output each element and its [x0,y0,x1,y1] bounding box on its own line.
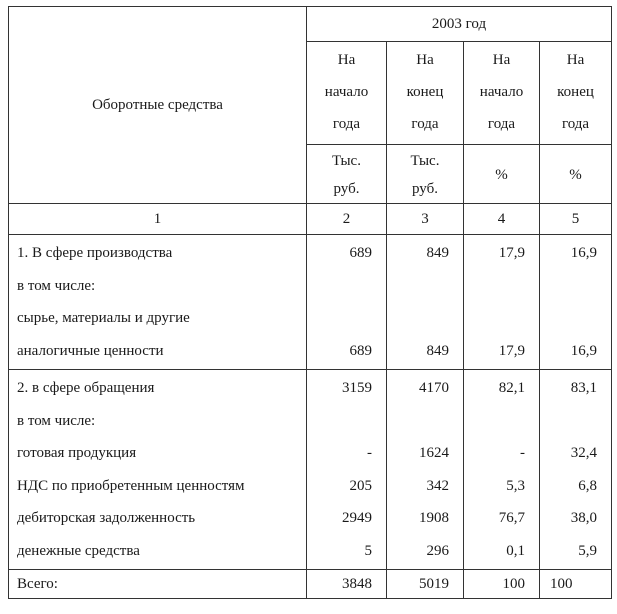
cell-value [540,270,597,303]
cell-value: 32,4 [570,445,598,461]
cell-value: 689 [349,245,372,261]
year-header: 2003 год [307,7,612,42]
cell-value: 0,1 [506,542,525,559]
col-3-period [387,42,464,145]
col-2-period-l1: На [337,52,356,68]
header-row-year [9,7,612,42]
cell-value [464,302,525,335]
cell-value [464,405,525,438]
line-label: 2. в сфере обращения [17,380,155,396]
line-label: денежные средства [17,542,140,559]
col-number-3: 3 [387,204,464,235]
line-label: в том числе: [17,412,96,429]
section-production-col4 [464,235,540,370]
col-5-unit: % [540,145,612,204]
col-4-period-l1: На [492,52,511,68]
cell-value [540,302,597,335]
section-production-labels [9,235,307,370]
col-3-unit [387,145,464,204]
section-production [9,235,612,370]
line-label: дебиторская задолженность [17,510,196,526]
col-5-period-l3: года [561,116,590,132]
cell-value [387,302,449,335]
col-4-period-l2: начало [479,84,524,100]
cell-value [387,270,449,303]
col-number-2: 2 [307,204,387,235]
document [8,6,611,599]
col-5-period [540,42,612,145]
line-label: 1. В сфере производства [17,245,173,261]
section-production-col2 [307,235,387,370]
col-2-period-l3: года [332,116,361,132]
cell-value: 849 [426,245,449,261]
section-production-col5 [540,235,612,370]
line-label: аналогичные ценности [17,342,164,359]
col-number-4: 4 [464,204,540,235]
cell-value: 17,9 [498,342,525,359]
cell-value: 4170 [419,380,449,396]
cell-value: 296 [426,542,449,559]
line-label: в том числе: [17,277,96,294]
col-3-period-l2: конец [406,84,444,100]
cell-value [540,405,597,438]
cell-value [387,405,449,438]
cell-value: 16,9 [570,342,598,359]
col-5-period-l2: конец [557,84,594,100]
cell-value [464,270,525,303]
col-2-period-l2: начало [324,84,369,100]
section-production-col3 [387,235,464,370]
cell-value: 16,9 [570,245,598,261]
cell-value: - [367,445,372,461]
section-circulation-col2 [307,370,387,570]
section-circulation-col5 [540,370,612,570]
total-row [9,570,612,599]
cell-value: 5 [364,542,372,559]
cell-value: 76,7 [498,510,525,526]
line-label: НДС по приобретенным ценностям [17,477,245,494]
section-circulation-labels [9,370,307,570]
cell-value: 2949 [342,510,372,526]
total-col5: 100 [540,570,612,599]
cell-value: 38,0 [570,510,598,526]
section-circulation-col3 [387,370,464,570]
row-label-header: Оборотные средства [9,7,307,204]
column-numbers-row [9,204,612,235]
col-3-unit-l2: руб. [412,181,438,197]
col-4-period [464,42,540,145]
cell-value: 3159 [342,380,372,396]
cell-value: 5,9 [578,542,598,559]
cell-value: 6,8 [578,477,598,494]
col-2-period [307,42,387,145]
cell-value: 689 [349,342,372,359]
total-col2: 3848 [307,570,387,599]
line-label: сырье, материалы и другие [17,310,190,326]
col-3-period-l1: На [416,52,434,68]
section-circulation-col4 [464,370,540,570]
cell-value: 82,1 [498,380,525,396]
cell-value: 849 [426,342,449,359]
col-4-period-l3: года [487,116,516,132]
col-2-unit [307,145,387,204]
col-2-unit-l1: Тыс. [332,153,361,169]
section-circulation [9,370,612,570]
cell-value: 83,1 [570,380,598,396]
col-number-5: 5 [540,204,612,235]
cell-value: 1624 [419,445,449,461]
cell-value: 5,3 [506,477,525,494]
cell-value [307,302,372,335]
col-5-period-l1: На [566,52,585,68]
col-3-unit-l1: Тыс. [410,153,440,169]
line-label: готовая продукция [17,445,137,461]
col-4-unit: % [464,145,540,204]
total-col3: 5019 [387,570,464,599]
cell-value: 1908 [419,510,449,526]
col-2-unit-l2: руб. [333,181,360,197]
cell-value: - [520,445,525,461]
cell-value: 205 [349,477,372,494]
cell-value [307,270,372,303]
total-label: Всего: [9,570,307,599]
col-3-period-l3: года [411,116,439,132]
cell-value: 342 [426,477,449,494]
cell-value [307,405,372,438]
col-number-1: 1 [9,204,307,235]
cell-value: 17,9 [498,245,525,261]
total-col4: 100 [464,570,540,599]
working-capital-table [8,6,612,599]
